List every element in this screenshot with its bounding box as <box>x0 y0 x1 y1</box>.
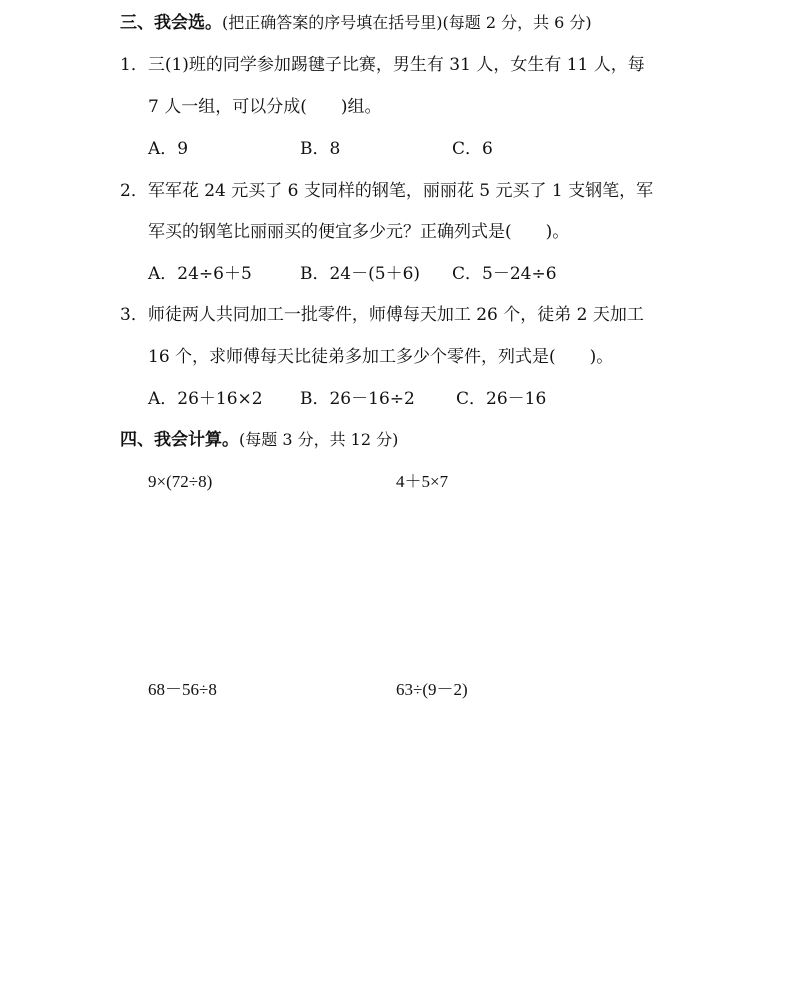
section-3-note: (把正确答案的序号填在括号里)(每题 2 分，共 6 分) <box>222 13 592 32</box>
question-2-line-1: 2．军军花 24 元买了 6 支同样的钢笔，丽丽花 5 元买了 1 支钢笔，军 <box>120 181 654 201</box>
question-2-line-2: 军买的钢笔比丽丽买的便宜多少元？正确列式是( )。 <box>148 222 570 242</box>
expression-1: 9×(72÷8) <box>148 472 213 491</box>
question-3-option-c: C．26－16 <box>456 389 547 409</box>
question-1-option-b: B．8 <box>300 139 341 159</box>
section-4-note: (每题 3 分，共 12 分) <box>239 430 399 449</box>
section-3-title: 三、我会选。 <box>120 13 222 33</box>
question-3-option-a: A．26＋16×2 <box>148 389 263 409</box>
expression-4: 63÷(9－2) <box>396 680 468 699</box>
expression-2: 4＋5×7 <box>396 472 449 491</box>
expression-3: 68－56÷8 <box>148 680 217 699</box>
question-3-option-b: B．26－16÷2 <box>300 389 415 409</box>
question-3-line-1: 3．师徒两人共同加工一批零件，师傅每天加工 26 个，徒弟 2 天加工 <box>120 305 644 325</box>
question-1-line-1: 1．三(1)班的同学参加踢毽子比赛，男生有 31 人，女生有 11 人，每 <box>120 55 645 75</box>
question-3-line-2: 16 个，求师傅每天比徒弟多加工多少个零件，列式是( )。 <box>148 347 614 367</box>
question-1-option-c: C．6 <box>452 139 493 159</box>
section-4-heading <box>120 429 398 451</box>
question-2-option-c: C．5－24÷6 <box>452 264 557 284</box>
section-3-heading <box>120 12 592 34</box>
question-2-option-b: B．24－(5＋6) <box>300 264 421 284</box>
question-1-option-a: A．9 <box>148 139 189 159</box>
question-2-option-a: A．24÷6＋5 <box>148 264 252 284</box>
section-4-title: 四、我会计算。 <box>120 430 239 450</box>
question-1-line-2: 7 人一组，可以分成( )组。 <box>148 97 382 117</box>
